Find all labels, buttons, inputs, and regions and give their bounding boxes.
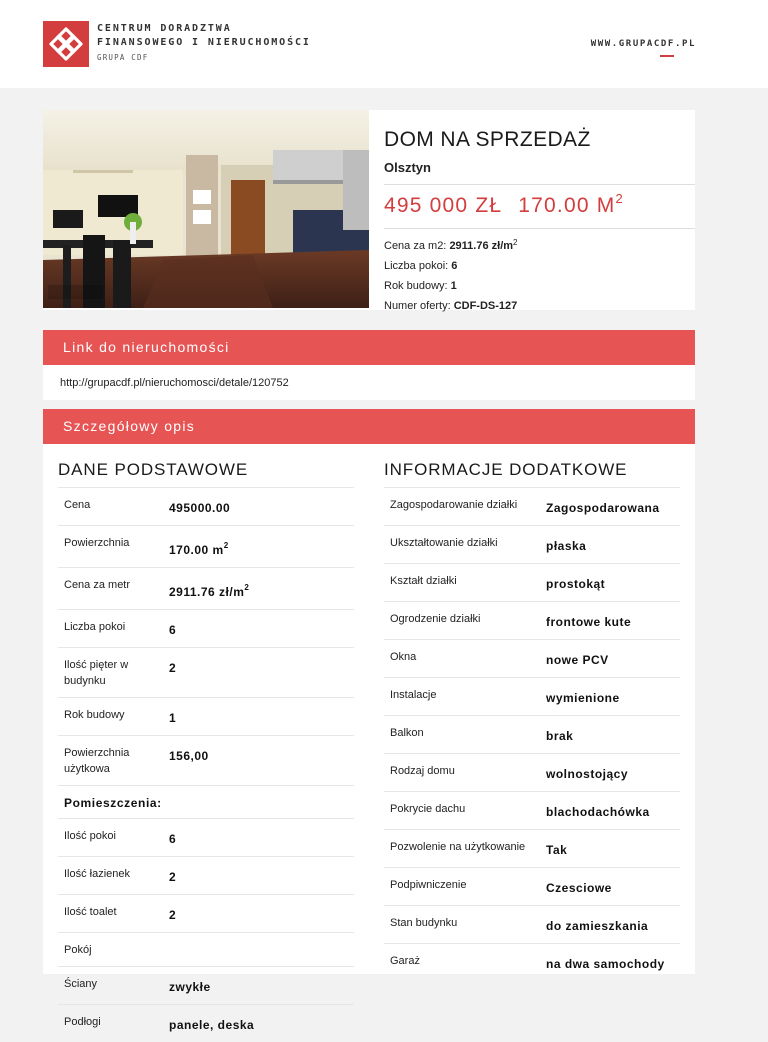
detail-row-price-per-m2	[384, 233, 695, 256]
row-label: Ilość pięter w budynku	[64, 659, 129, 687]
row-value: 170.00 $m^2$	[169, 541, 229, 557]
row-label: Stan budynku	[390, 917, 458, 929]
table-row	[384, 715, 680, 753]
detail-row-rooms	[384, 256, 695, 276]
listing-summary-card	[43, 110, 695, 310]
page-header	[0, 0, 768, 88]
detail-sup: 2	[513, 238, 518, 247]
row-label: Balkon	[390, 727, 424, 739]
detail-value: 2911.76 zł/m	[449, 240, 514, 252]
row-value: Zagospodarowana	[546, 501, 660, 515]
table-row	[58, 932, 354, 966]
row-label: Pokrycie dachu	[390, 803, 466, 815]
table-row	[384, 601, 680, 639]
table-row	[384, 867, 680, 905]
listing-info	[384, 110, 695, 316]
row-value: wolnostojący	[546, 767, 629, 781]
row-label: Rok budowy	[64, 709, 125, 721]
row-value: prostokąt	[546, 577, 606, 591]
detail-value: 1	[450, 280, 457, 292]
description-section-header: Szczegółowy opis	[43, 409, 695, 444]
row-value: brak	[546, 729, 574, 743]
additional-info-table	[384, 487, 680, 981]
table-row	[384, 829, 680, 867]
table-row	[384, 487, 680, 525]
listing-title: DOM NA SPRZEDAŻ	[384, 128, 591, 151]
row-value: panele, deska	[169, 1018, 255, 1032]
basic-data-table	[58, 487, 354, 1042]
description-panel	[43, 444, 695, 1032]
row-label: Powierzchnia użytkowa	[64, 747, 130, 775]
detail-row-offer-number	[384, 296, 695, 316]
row-value: 495000.00	[169, 501, 231, 515]
detail-value: 6	[451, 260, 458, 272]
table-row	[58, 818, 354, 856]
row-label: Zagospodarowanie działki	[390, 499, 518, 511]
row-label: Ogrodzenie działki	[390, 613, 481, 625]
table-row	[58, 487, 354, 525]
detail-value: CDF-DS-127	[453, 300, 518, 312]
row-label: Ilość łazienek	[64, 868, 131, 880]
row-value: na dwa samochody	[546, 957, 665, 971]
row-label: Pozwolenie na użytkowanie	[390, 841, 526, 853]
brand-name	[97, 22, 311, 62]
table-row	[58, 525, 354, 567]
detail-label: Numer oferty:	[384, 300, 451, 312]
table-row	[58, 567, 354, 609]
row-value: 6	[169, 832, 177, 846]
row-label: Podłogi	[64, 1016, 101, 1028]
row-label: Pokój	[64, 944, 92, 956]
row-value: frontowe kute	[546, 615, 632, 629]
row-label: Ilość toalet	[64, 906, 117, 918]
listing-area-unit-sup: 2	[615, 191, 624, 206]
row-value: Tak	[546, 843, 568, 857]
row-value: 2	[169, 908, 177, 922]
row-label: Podpiwniczenie	[390, 879, 467, 891]
table-row	[58, 647, 354, 697]
listing-details	[384, 229, 695, 316]
row-label: Ściany	[64, 978, 98, 990]
link-section-header: Link do nieruchomości	[43, 330, 695, 365]
row-value: 2911.76 $zł/m^2$	[169, 583, 250, 599]
table-row	[58, 856, 354, 894]
table-row	[384, 753, 680, 791]
brand-line-3: GRUPA CDF	[97, 53, 149, 62]
table-row	[384, 791, 680, 829]
row-value: 1	[169, 711, 177, 725]
row-value: do zamieszkania	[546, 919, 649, 933]
row-value: blachodachówka	[546, 805, 650, 819]
company-logo	[43, 21, 89, 67]
row-value: 6	[169, 623, 177, 637]
row-label: Rodzaj domu	[390, 765, 455, 777]
property-link[interactable]: http://grupacdf.pl/nieruchomosci/detale/120752	[43, 365, 695, 400]
additional-info-heading: INFORMACJE DODATKOWE	[384, 460, 628, 479]
row-label: Ilość pokoi	[64, 830, 116, 842]
table-row	[58, 697, 354, 735]
row-value: zwykłe	[169, 980, 211, 994]
table-row	[58, 609, 354, 647]
row-value: 2	[169, 870, 177, 884]
site-url-underline	[660, 55, 674, 57]
row-label: Ukształtowanie działki	[390, 537, 498, 549]
listing-city: Olsztyn	[384, 160, 695, 185]
table-row	[384, 563, 680, 601]
row-value: 156,00	[169, 749, 209, 763]
site-url-link[interactable]: WWW.GRUPACDF.PL	[590, 39, 696, 49]
brand-line-2: FINANSOWEGO I NIERUCHOMOŚCI	[97, 37, 311, 48]
row-label: Cena	[64, 499, 91, 511]
row-label: Okna	[390, 651, 417, 663]
table-row	[384, 943, 680, 981]
row-label: Liczba pokoi	[64, 621, 126, 633]
table-row	[384, 525, 680, 563]
row-label: Cena za metr	[64, 579, 131, 591]
listing-area: 170.00 M	[518, 194, 616, 217]
table-row	[58, 894, 354, 932]
detail-label: Cena za m2:	[384, 240, 447, 252]
rooms-subheading: Pomieszczenia:	[58, 785, 354, 818]
property-photo	[43, 110, 369, 308]
detail-row-year	[384, 276, 695, 296]
brand-line-1: CENTRUM DORADZTWA	[97, 23, 232, 34]
listing-price: 495 000 ZŁ	[384, 194, 503, 217]
row-value: płaska	[546, 539, 587, 553]
table-row	[384, 677, 680, 715]
detail-label: Rok budowy:	[384, 280, 448, 292]
row-value: Czesciowe	[546, 881, 612, 895]
row-label: Kształt działki	[390, 575, 457, 587]
row-value: wymienione	[546, 691, 620, 705]
table-row	[384, 639, 680, 677]
table-row	[58, 735, 354, 785]
row-label: Instalacje	[390, 689, 437, 701]
basic-data-heading: DANE PODSTAWOWE	[58, 460, 249, 479]
row-label: Powierzchnia	[64, 537, 130, 549]
price-area-row	[384, 185, 695, 229]
table-row	[384, 905, 680, 943]
row-label: Garaż	[390, 955, 420, 967]
table-row	[58, 966, 354, 1004]
row-value: nowe PCV	[546, 653, 609, 667]
detail-label: Liczba pokoi:	[384, 260, 449, 272]
row-value: 2	[169, 661, 177, 675]
table-row	[58, 1004, 354, 1042]
